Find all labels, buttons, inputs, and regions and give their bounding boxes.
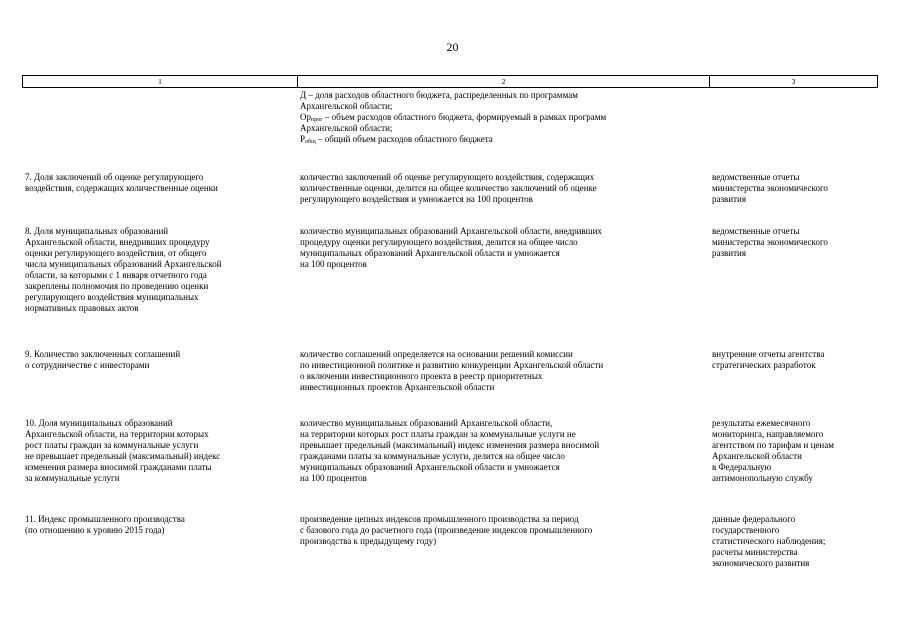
table-row-8-source: ведомственные отчеты министерства экономического развития [712, 226, 828, 258]
legend-line-5: $Р_{общ}$ – общий объем расходов областного бюджета [300, 134, 493, 145]
table-row-7-source: ведомственные отчеты министерства экономического развития [712, 172, 828, 204]
table-row-9-method: количество соглашений определяется на основании решений комиссии по инвестиционной политике и развитию конкуренции Архангельской области о включении инвестиционного проекта в реестр приоритетных инвестиционных проектов Архангельской области [300, 349, 604, 392]
legend-line-4: Архангельской области; [300, 123, 393, 133]
column-header-1: 1 [23, 76, 298, 87]
table-row-7-indicator: 7. Доля заключений об оценке регулирующего воздействия, содержащих количественные оценки [25, 172, 218, 193]
table-row-9-source: внутренние отчеты агентства стратегических разработок [712, 349, 825, 370]
table-row-11-source: данные федерального государственного статистического наблюдения; расчеты министерства экономического развития [712, 514, 826, 568]
table-row-10-method: количество муниципальных образований Архангельской области, на территории которых рост платы граждан за коммунальные услуги не превышает предельный (максимальный) индекс изменения размера вносимой гражданами платы за коммунальные услуги, делится на общее число муниципальных образований Архангельской области и умножается на 100 процентов [300, 418, 600, 483]
table-row-7-method: количество заключений об оценке регулирующего воздействия, содержащих количественные оценки, делится на общее количество заключений об оценке регулирующего воздействия и умножается на 100 процентов [300, 172, 597, 204]
table-row-11-indicator: 11. Индекс промышленного производства (по отношению к уровню 2015 года) [25, 514, 185, 535]
table-header-row [22, 75, 878, 88]
page-number: 20 [446, 40, 459, 54]
column-header-2: 2 [298, 76, 710, 87]
table-row-11-method: произведение цепных индексов промышленного производства за период с базового года до расчетного года (произведение индексов промышленного производства к предыдущему году) [300, 514, 593, 546]
table-row-8-method: количество муниципальных образований Архангельской области, внедривших процедуру оценки регулирующего воздействия, делится на общее число муниципальных образований Архангельской области и умножается на 100 процентов [300, 226, 602, 269]
table-row-8-indicator: 8. Доля муниципальных образований Архангельской области, внедривших процедуру оценки регулирующего воздействия, от общего числа муниципальных образований Архангельской области, за которыми с 1 января отчетного года закреплены полномочия по проведению оценки регулирующего воздействия муниципальных нормативных правовых актов [25, 226, 222, 313]
column-header-3: 3 [791, 77, 796, 86]
legend-line-2: Архангельской области; [300, 101, 393, 111]
table-row-10-indicator: 10. Доля муниципальных образований Архангельской области, на территории которых рост платы граждан за коммунальные услуги не превышает предельный (максимальный) индекс изменения размера вносимой гражданами платы за коммунальные услуги [25, 418, 221, 483]
formula-legend [300, 90, 606, 145]
legend-line-1: Д – доля расходов областного бюджета, распределенных по программам [300, 90, 578, 100]
table-row-9-indicator: 9. Количество заключенных соглашений о сотрудничестве с инвесторами [25, 349, 181, 370]
legend-line-3: $Ор_{прог}$ – объем расходов областного бюджета, формируемый в рамках программ [300, 112, 607, 123]
table-row-10-source: результаты ежемесячного мониторинга, направляемого агентством по тарифам и ценам Архангельской области в Федеральную антимонопольную службу [712, 418, 834, 483]
